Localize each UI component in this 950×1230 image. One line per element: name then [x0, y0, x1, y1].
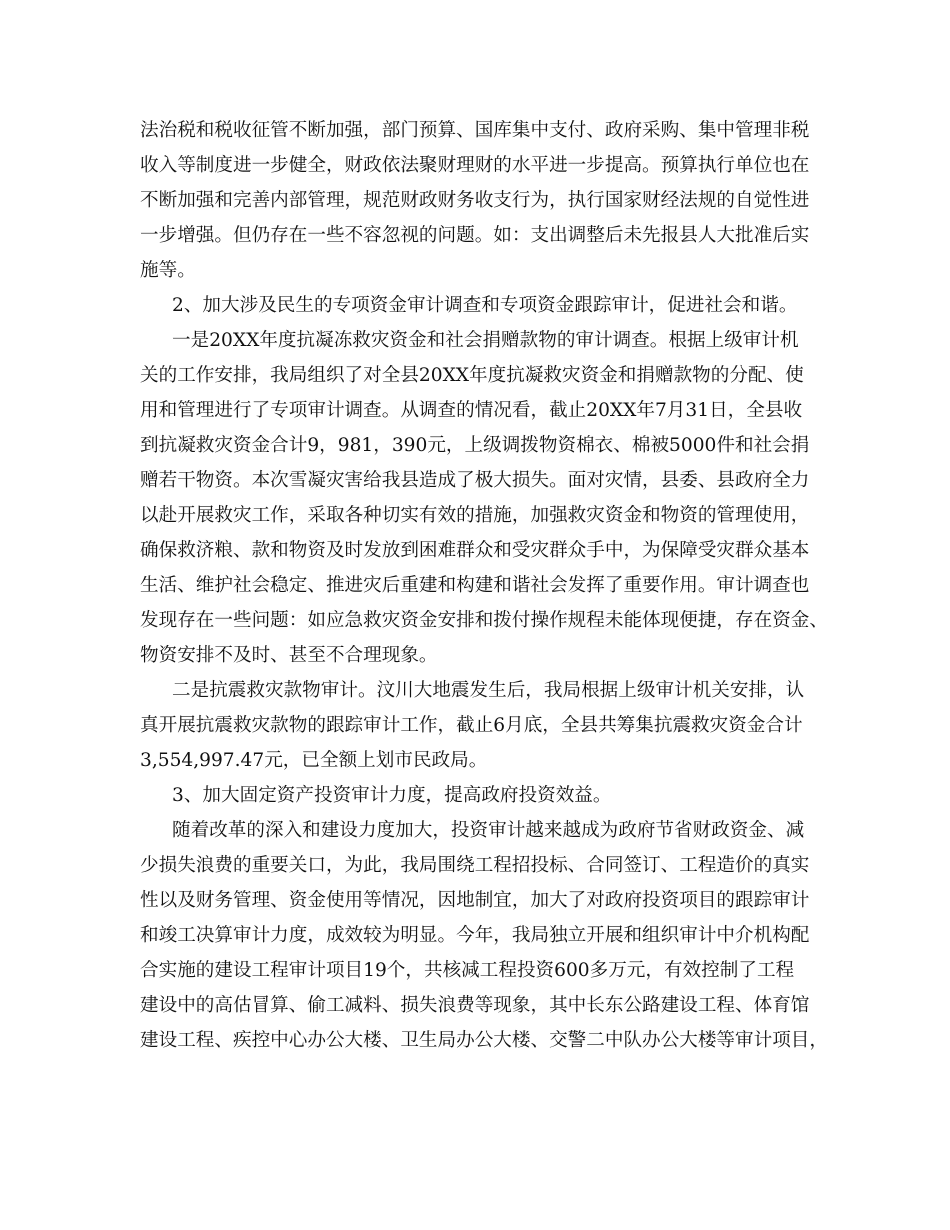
text-line: 以赴开展救灾工作，采取各种切实有效的措施，加强救灾资金和物资的管理使用，: [140, 505, 810, 526]
text-line: 不断加强和完善内部管理，规范财政财务收支行为，执行国家财经法规的自觉性进: [140, 190, 810, 211]
text-line: 确保救济粮、款和物资及时发放到困难群众和受灾群众手中，为保障受灾群众基本: [140, 540, 810, 561]
text-line: 物资安排不及时、甚至不合理现象。: [140, 645, 438, 666]
text-line: 施等。: [140, 260, 196, 281]
text-line: 一步增强。但仍存在一些不容忽视的问题。如：支出调整后未先报县人大批准后实: [140, 225, 810, 246]
text-line: 性以及财务管理、资金使用等情况，因地制宜，加大了对政府投资项目的跟踪审计: [140, 890, 810, 911]
text-line: 少损失浪费的重要关口，为此，我局围绕工程招投标、合同签订、工程造价的真实: [140, 855, 810, 876]
document-body: [140, 113, 830, 1058]
text-line: 3,554,997.47元，已全额上划市民政局。: [140, 750, 488, 771]
text-line: 到抗凝救灾资金合计9，981，390元，上级调拨物资棉衣、棉被5000件和社会捐: [140, 435, 810, 456]
text-line: 2、加大涉及民生的专项资金审计调查和专项资金跟踪审计，促进社会和谐。: [172, 295, 798, 316]
text-line: 建设工程、疾控中心办公大楼、卫生局办公大楼、交警二中队办公大楼等审计项目，: [140, 1030, 828, 1051]
text-line: 生活、维护社会稳定、推进灾后重建和构建和谐社会发挥了重要作用。审计调查也: [140, 575, 810, 596]
text-line: 收入等制度进一步健全，财政依法聚财理财的水平进一步提高。预算执行单位也在: [140, 155, 810, 176]
text-line: 关的工作安排，我局组织了对全县20XX年度抗凝救灾资金和捐赠款物的分配、使: [140, 365, 804, 386]
text-line: 合实施的建设工程审计项目19个，共核减工程投资600多万元，有效控制了工程: [140, 960, 795, 981]
text-line: 发现存在一些问题：如应急救灾资金安排和拨付操作规程未能体现便捷，存在资金、: [140, 610, 828, 631]
text-line: 用和管理进行了专项审计调查。从调查的情况看，截止20XX年7月31日，全县收: [140, 400, 803, 421]
text-line: 赠若干物资。本次雪凝灾害给我县造成了极大损失。面对灾情，县委、县政府全力: [140, 470, 810, 491]
text-line: 3、加大固定资产投资审计力度，提高政府投资效益。: [172, 785, 612, 806]
text-line: 建设中的高估冒算、偷工减料、损失浪费等现象，其中长东公路建设工程、体育馆: [140, 995, 810, 1016]
text-line: 一是20XX年度抗凝冻救灾资金和社会捐赠款物的审计调查。根据上级审计机: [172, 330, 799, 351]
text-line: 法治税和税收征管不断加强，部门预算、国库集中支付、政府采购、集中管理非税: [140, 120, 810, 141]
text-line: 真开展抗震救灾款物的跟踪审计工作，截止6月底，全县共筹集抗震救灾资金合计: [140, 715, 803, 736]
text-line: 和竣工决算审计力度，成效较为明显。今年，我局独立开展和组织审计中介机构配: [140, 925, 810, 946]
text-line: 二是抗震救灾款物审计。汶川大地震发生后，我局根据上级审计机关安排，认: [172, 680, 805, 701]
text-line: 随着改革的深入和建设力度加大，投资审计越来越成为政府节省财政资金、减: [172, 820, 805, 841]
